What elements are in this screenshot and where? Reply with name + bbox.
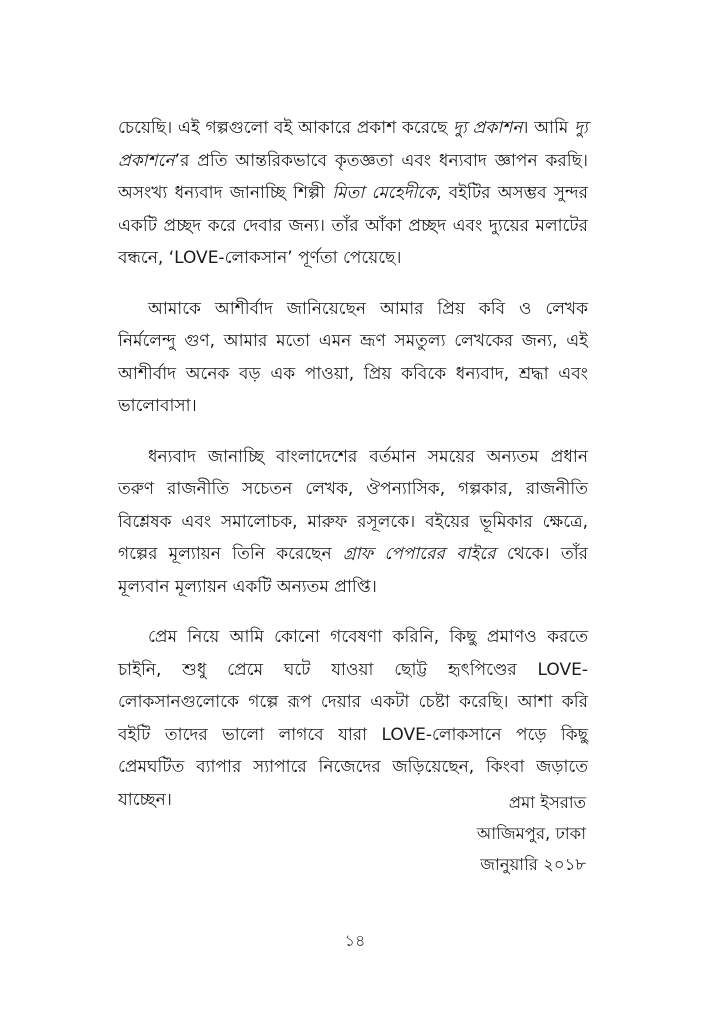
author-place: আজিমপুর, ঢাকা bbox=[476, 824, 586, 843]
author-signature-block bbox=[477, 787, 586, 880]
italic-text: মিতা মেহেদীকে bbox=[332, 183, 437, 203]
italic-text: গ্রাফ পেপারের বাইরে bbox=[342, 544, 496, 564]
italic-text: দ্যু প্রকাশনে bbox=[118, 118, 588, 171]
text-segment: প্রেম নিয়ে আমি কোনো গবেষণা করিনি, কিছু প্রমাণও করতে চাইনি, শুধু প্রেমে ঘটে যাওয়া ছোট্ট হৃৎপিণ্ডের LOVE-লোকসানগুলোকে গল্পে রূপ দেয়ার একটা চেষ্টা করেছি। আশা করি বইটি তাদের ভালো লাগবে যারা LOVE-লোকসানে পড়ে কিছু প্রেমঘটিত ব্যাপার স্যাপারে নিজেদের জড়িয়েছেন, কিংবা জড়াতে যাচ্ছেন। bbox=[118, 627, 588, 810]
body-text bbox=[118, 112, 588, 834]
italic-text: দ্যু প্রকাশন bbox=[453, 118, 523, 138]
text-segment: ’র প্রতি আন্তরিকভাবে কৃতজ্ঞতা এবং ধন্যবাদ জ্ঞাপন করছি। অসংখ্য ধন্যবাদ জানাচ্ছি শিল্পী bbox=[118, 150, 588, 203]
paragraph-p2 bbox=[118, 293, 588, 423]
text-segment: , বইটির অসম্ভব সুন্দর একটি প্রচ্ছদ করে দেবার জন্য। তাঁর আঁকা প্রচ্ছদ এবং দ্যুয়ের মলাটের বন্ধনে, ‘LOVE-লোকসান’ পূর্ণতা পেয়েছে। bbox=[118, 183, 588, 268]
text-segment: ধন্যবাদ জানাচ্ছি বাংলাদেশের বর্তমান সময়ের অন্যতম প্রধান তরুণ রাজনীতি সচেতন লেখক, ঔপন্যাসিক, গল্পকার, রাজনীতি বিশ্লেষক এবং সমালোচক, মারুফ রসূলকে। বইয়ের ভূমিকার ক্ষেত্রে, গল্পের মূল্যায়ন তিনি করেছেন bbox=[118, 446, 588, 564]
paragraph-p1 bbox=[118, 112, 588, 275]
paragraph-p3 bbox=[118, 441, 588, 604]
text-segment: চেয়েছি। এই গল্পগুলো বই আকারে প্রকাশ করেছে bbox=[118, 118, 454, 138]
text-segment: থেকে। তাঁর মূল্যবান মূল্যায়ন একটি অন্যতম প্রাপ্তি। bbox=[118, 544, 588, 597]
page-number: ১৪ bbox=[344, 931, 366, 950]
author-name: প্রমা ইসরাত bbox=[508, 793, 586, 812]
author-date: জানুয়ারি ২০১৮ bbox=[480, 855, 586, 874]
text-segment: আমাকে আশীর্বাদ জানিয়েছেন আমার প্রিয় কবি ও লেখক নির্মলেন্দু গুণ, আমার মতো এমন ভ্রূণ সমতুল্য লেখকের জন্য, এই আশীর্বাদ অনেক বড় এক পাওয়া, প্রিয় কবিকে ধন্যবাদ, শ্রদ্ধা এবং ভালোবাসা। bbox=[118, 298, 588, 416]
text-segment: । আমি bbox=[522, 118, 575, 138]
